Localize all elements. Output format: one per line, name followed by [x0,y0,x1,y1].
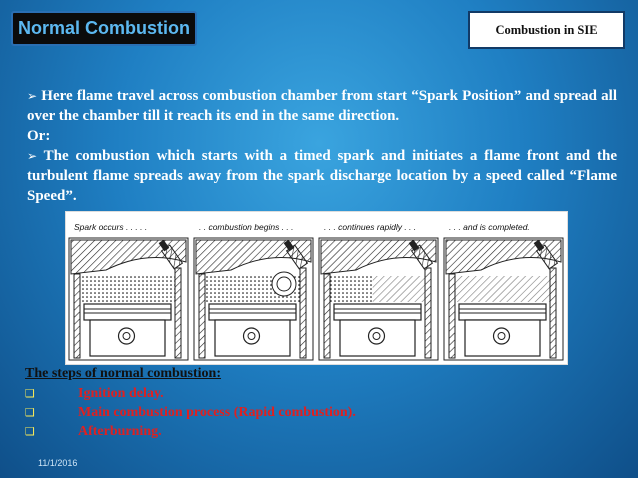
slide-date: 11/1/2016 [38,458,78,468]
step-item: ❑ Ignition delay. [25,386,164,401]
slide-title: Normal Combustion [11,11,197,46]
panel-caption: Spark occurs . . . . . [74,222,148,232]
paragraph-2: ➢ The combustion which starts with a timed spark and initiates a flame front and the turbulent flame spreads away from the spark discharge location by a speed called “Flame Speed”. [27,148,617,204]
checkbox-bullet-icon: ❑ [25,425,35,438]
step-item: ❑ Main combustion process (Rapid combustion). [25,405,356,420]
steps-section [25,366,356,441]
engine-panel [194,222,313,360]
checkbox-bullet-icon: ❑ [25,387,35,400]
panel-caption: . . . continues rapidly . . . [324,222,417,232]
or-label: Or: [27,128,51,144]
engine-panel [319,222,438,360]
engine-panel [444,222,563,360]
body-text [27,86,617,206]
panel-caption: . . combustion begins . . . [199,222,294,232]
steps-title: The steps of normal combustion: [25,366,222,381]
panel-caption: . . . and is completed. [449,222,530,232]
topic-tag: Combustion in SIE [468,11,625,49]
arrow-bullet-icon: ➢ [27,149,38,163]
engine-panel [69,222,188,360]
step-item: ❑ Afterburning. [25,424,162,439]
arrow-bullet-icon: ➢ [27,89,38,103]
checkbox-bullet-icon: ❑ [25,406,35,419]
combustion-diagram [65,211,568,365]
paragraph-1: ➢ Here flame travel across combustion chamber from start “Spark Position” and spread all over the chamber till it reach its end in the same direction. [27,88,618,124]
